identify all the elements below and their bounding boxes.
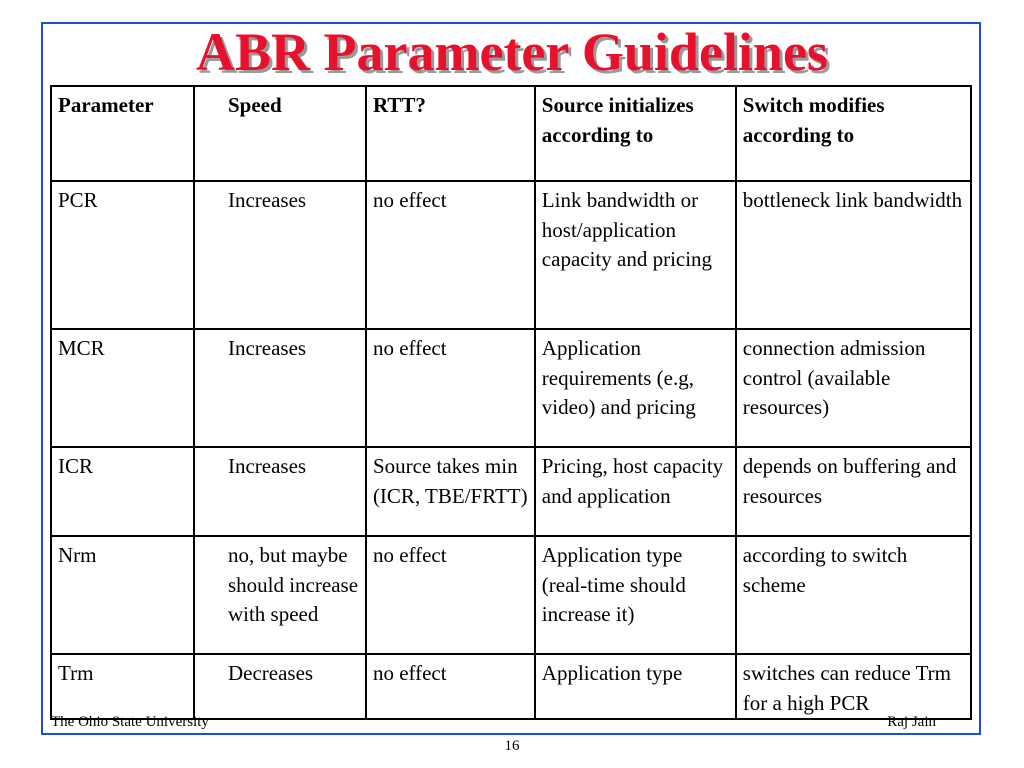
cell-source-init: Link bandwidth or host/application capacity and pricing bbox=[535, 181, 736, 329]
cell-source-init: Pricing, host capacity and application bbox=[535, 447, 736, 536]
cell-source-init: Application requirements (e.g, video) and pricing bbox=[535, 329, 736, 447]
table-row bbox=[51, 654, 971, 719]
abr-parameter-table bbox=[50, 85, 972, 720]
cell-parameter: ICR bbox=[51, 447, 194, 536]
table-row bbox=[51, 181, 971, 329]
cell-speed: Increases bbox=[194, 329, 366, 447]
table-row bbox=[51, 329, 971, 447]
header-speed: Speed bbox=[194, 86, 366, 181]
cell-speed: Decreases bbox=[194, 654, 366, 719]
table-row bbox=[51, 447, 971, 536]
cell-source-init: Application type (real-time should increase it) bbox=[535, 536, 736, 654]
cell-source-init: Application type bbox=[535, 654, 736, 719]
table-row bbox=[51, 536, 971, 654]
cell-parameter: MCR bbox=[51, 329, 194, 447]
table-header-row bbox=[51, 86, 971, 181]
cell-parameter: PCR bbox=[51, 181, 194, 329]
cell-switch-modifies: connection admission control (available resources) bbox=[736, 329, 971, 447]
cell-switch-modifies: according to switch scheme bbox=[736, 536, 971, 654]
cell-rtt: no effect bbox=[366, 654, 535, 719]
cell-speed: no, but maybe should increase with speed bbox=[194, 536, 366, 654]
cell-parameter: Trm bbox=[51, 654, 194, 719]
cell-speed: Increases bbox=[194, 181, 366, 329]
cell-rtt: no effect bbox=[366, 536, 535, 654]
cell-rtt: no effect bbox=[366, 329, 535, 447]
cell-switch-modifies: switches can reduce Trm for a high PCR bbox=[736, 654, 971, 719]
cell-switch-modifies: bottleneck link bandwidth bbox=[736, 181, 971, 329]
page-number: 16 bbox=[504, 738, 520, 754]
slide-title: ABR Parameter Guidelines bbox=[196, 22, 828, 82]
header-switch-modifies: Switch modifies according to bbox=[736, 86, 971, 181]
cell-parameter: Nrm bbox=[51, 536, 194, 654]
footer-author: Raj Jain bbox=[887, 714, 936, 730]
footer-institution: The Ohio State University bbox=[51, 714, 209, 730]
header-source-initializes: Source initializes according to bbox=[535, 86, 736, 181]
header-rtt: RTT? bbox=[366, 86, 535, 181]
header-parameter: Parameter bbox=[51, 86, 194, 181]
cell-rtt: no effect bbox=[366, 181, 535, 329]
cell-speed: Increases bbox=[194, 447, 366, 536]
cell-rtt: Source takes min (ICR, TBE/FRTT) bbox=[366, 447, 535, 536]
cell-switch-modifies: depends on buffering and resources bbox=[736, 447, 971, 536]
